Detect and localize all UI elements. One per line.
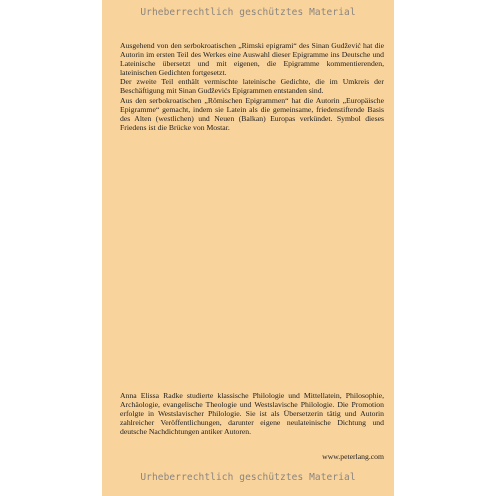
publisher-url[interactable]: www.peterlang.com (322, 452, 384, 461)
author-bio-block (120, 391, 384, 436)
author-bio: Anna Elissa Radke studierte klassische Philologie und Mittellatein, Philosophie, Archäologie, evangelische Theologie und Westslavische Philologie. Die Promotion erfolgte in Westslavischer Philologie. Sie ist als Übersetzerin tätig und Autorin zahlreicher Veröffentlichungen, darunter eigene neulateinische Dichtung und deutsche Nachdichtungen antiker Autoren. (120, 391, 384, 437)
description-paragraph: Ausgehend von den serbokroatischen „Rimski epigrami“ des Sinan Gudžević hat die Autorin im ersten Teil des Werkes eine Auswahl dieser Epigramme ins Deutsche und Lateinische übersetzt und mit eigenen, die Epigramme kommentierenden, lateinischen Gedichten fortgesetzt. (120, 41, 384, 78)
description-paragraph: Der zweite Teil enthält vermischte lateinische Gedichte, die im Umkreis der Beschäftigung mit Sinan Gudževićs Epigrammen entstanden sind. (120, 77, 384, 96)
watermark-top: Urheberrechtlich geschütztes Material (140, 7, 356, 18)
watermark-bottom: Urheberrechtlich geschütztes Material (140, 472, 356, 483)
description-paragraph: Aus den serbokroatischen „Römischen Epigrammen“ hat die Autorin „Europäische Epigramme“ gemacht, indem sie Latein als die gemeinsame, friedenstiftende Basis des Alten (westlichen) und Neuen (Balkan) Europas verkündet. Symbol dieses Friedens ist die Brücke von Mostar. (120, 95, 384, 132)
description-block (120, 41, 384, 132)
